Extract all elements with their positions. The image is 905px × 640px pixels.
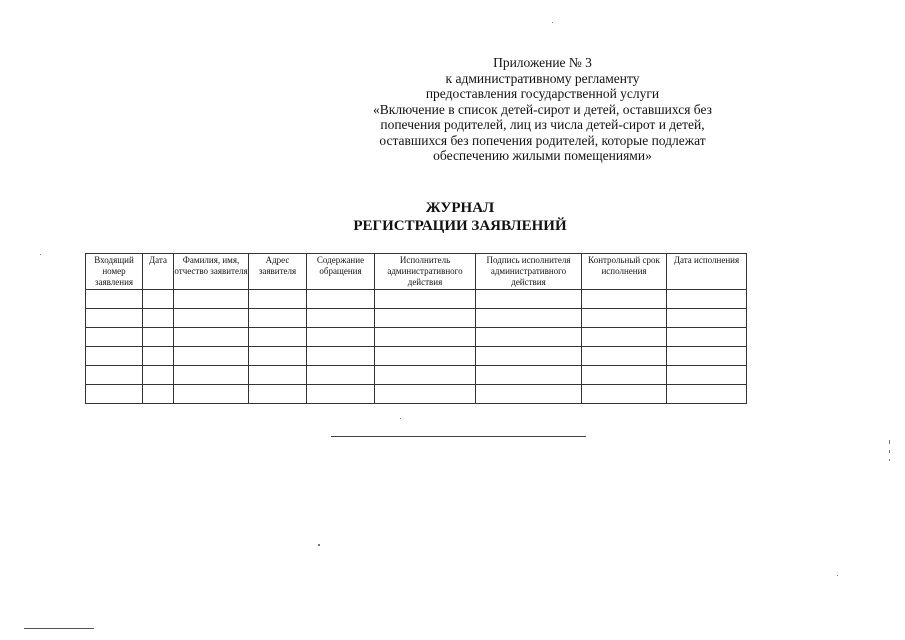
appendix-line: обеспечению жилыми помещениями»: [433, 148, 652, 163]
table-cell: [174, 290, 249, 309]
scan-speck: [889, 440, 890, 444]
table-cell: [143, 366, 174, 385]
scan-speck: [889, 450, 890, 453]
table-row: [86, 385, 747, 404]
table-cell: [249, 385, 307, 404]
scan-speck: [318, 544, 320, 546]
scan-speck: [837, 575, 838, 576]
appendix-line: к административному регламенту: [445, 70, 640, 86]
table-cell: [667, 366, 747, 385]
appendix-line: попечения родителей, лиц из числа детей-сирот и детей,: [380, 117, 705, 132]
table-cell: [667, 347, 747, 366]
table-cell: [582, 290, 667, 309]
table-cell: [667, 290, 747, 309]
table-cell: [582, 328, 667, 347]
table-cell: [476, 290, 582, 309]
table-row: [86, 328, 747, 347]
journal-title-line1: ЖУРНАЛ: [425, 200, 495, 216]
table-cell: [307, 347, 375, 366]
table-cell: [307, 366, 375, 385]
table-cell: [476, 385, 582, 404]
table-cell: [667, 309, 747, 328]
table-cell: [143, 309, 174, 328]
table-cell: [249, 347, 307, 366]
table-cell: [174, 366, 249, 385]
table-row: [86, 290, 747, 309]
appendix-header: [360, 55, 725, 164]
table-cell: [86, 290, 143, 309]
table-cell: [667, 328, 747, 347]
column-header: Дата исполнения: [667, 254, 747, 290]
column-header: Содержание обращения: [307, 254, 375, 290]
table-cell: [143, 290, 174, 309]
table-cell: [476, 309, 582, 328]
scan-speck: [889, 459, 890, 461]
appendix-line: «Включение в список детей-сирот и детей, оставшихся без: [373, 101, 712, 117]
table-cell: [476, 347, 582, 366]
table-cell: [582, 347, 667, 366]
column-header: Адрес заявителя: [249, 254, 307, 290]
table-cell: [86, 385, 143, 404]
registration-journal-table: [85, 253, 747, 404]
table-header-row: [86, 254, 747, 290]
table-cell: [249, 328, 307, 347]
scan-speck: [400, 418, 401, 419]
column-header: Контрольный срок исполнения: [582, 254, 667, 290]
table-cell: [86, 328, 143, 347]
margin-mark-line: [24, 628, 94, 629]
table-cell: [307, 309, 375, 328]
table-cell: [174, 385, 249, 404]
table-cell: [582, 385, 667, 404]
table-cell: [143, 328, 174, 347]
column-header: Дата: [143, 254, 174, 290]
table-cell: [375, 366, 476, 385]
table-cell: [375, 347, 476, 366]
appendix-number: Приложение № 3: [493, 55, 592, 70]
scan-speck: [40, 254, 41, 255]
table-cell: [375, 328, 476, 347]
table-cell: [375, 290, 476, 309]
table-cell: [307, 328, 375, 347]
table-cell: [667, 385, 747, 404]
column-header: Фамилия, имя, отчество заявителя: [174, 254, 249, 290]
table-cell: [249, 290, 307, 309]
table-cell: [476, 328, 582, 347]
table-cell: [174, 347, 249, 366]
column-header: Входящий номер заявления: [86, 254, 143, 290]
table-cell: [476, 366, 582, 385]
table-cell: [582, 366, 667, 385]
table-cell: [86, 309, 143, 328]
table-cell: [174, 328, 249, 347]
table-cell: [86, 366, 143, 385]
journal-title-line2: РЕГИСТРАЦИИ ЗАЯВЛЕНИЙ: [353, 218, 567, 234]
table-cell: [375, 309, 476, 328]
journal-title: [300, 199, 620, 235]
table-body: [86, 290, 747, 404]
signature-line: [331, 436, 586, 437]
scan-speck: [552, 22, 553, 23]
table-cell: [86, 347, 143, 366]
column-header: Подпись исполнителя административного действия: [476, 254, 582, 290]
table-cell: [582, 309, 667, 328]
table-cell: [143, 347, 174, 366]
column-header: Исполнитель административного действия: [375, 254, 476, 290]
table-cell: [307, 290, 375, 309]
table-cell: [174, 309, 249, 328]
table-cell: [143, 385, 174, 404]
table-cell: [249, 309, 307, 328]
table-cell: [249, 366, 307, 385]
table-cell: [307, 385, 375, 404]
appendix-line: предоставления государственной услуги: [425, 86, 660, 101]
appendix-line: оставшихся без попечения родителей, которые подлежат: [379, 132, 706, 148]
table-row: [86, 347, 747, 366]
table-row: [86, 309, 747, 328]
table-cell: [375, 385, 476, 404]
table-row: [86, 366, 747, 385]
